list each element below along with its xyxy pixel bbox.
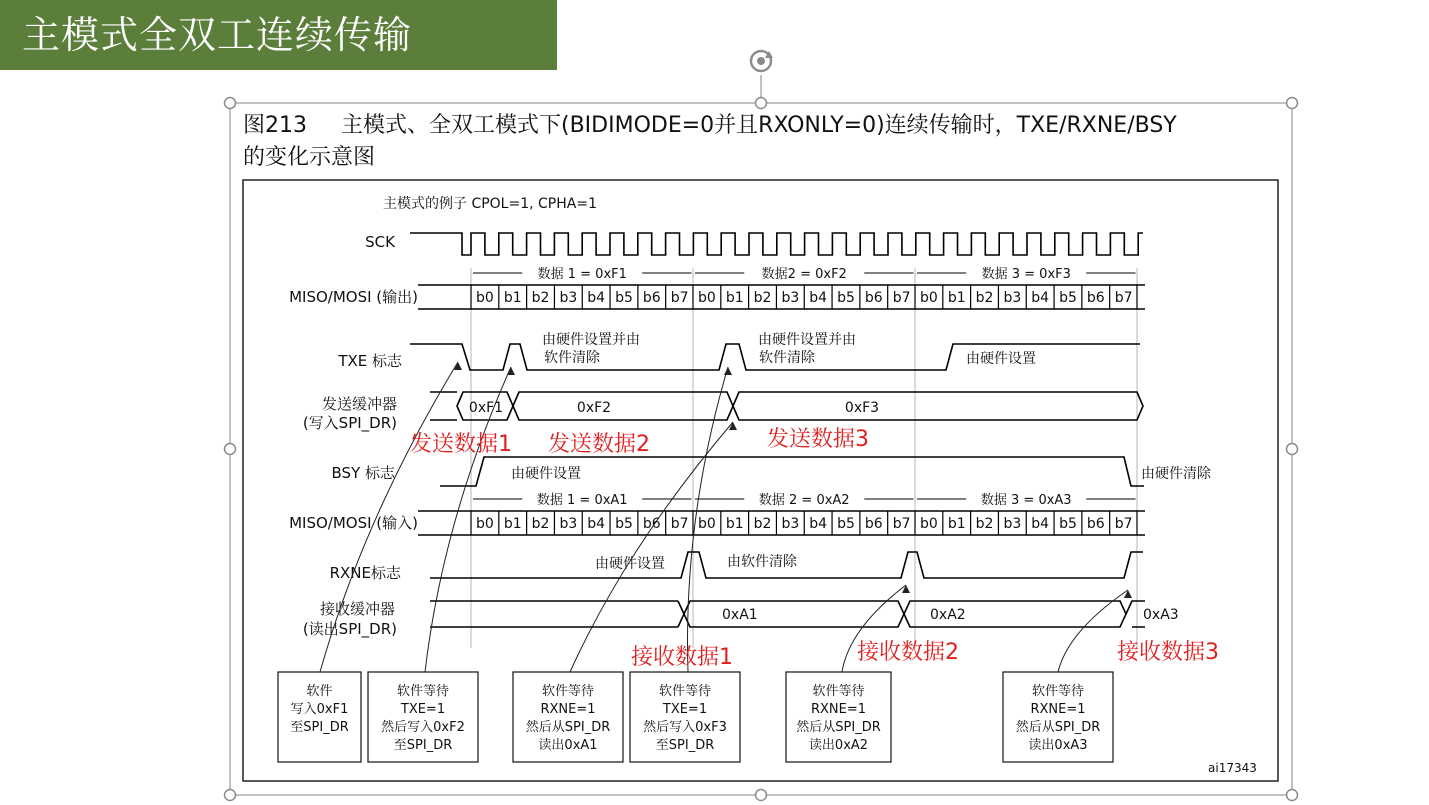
rx-bit-b7: b7 — [1114, 516, 1133, 532]
label-tx-buffer-1: 发送缓冲器 — [321, 395, 397, 413]
software-box-line: TXE=1 — [662, 702, 708, 717]
tx-bit-b3: b3 — [559, 290, 578, 306]
software-box-line: 然后从SPI_DR — [525, 720, 611, 735]
handle-middle-right[interactable] — [1287, 444, 1298, 455]
rx-bit-b6: b6 — [864, 516, 883, 532]
software-box-line: 软件等待 — [1031, 684, 1085, 699]
figure-id: ai17343 — [1208, 761, 1257, 775]
rx-bit-b7: b7 — [670, 516, 689, 532]
software-box-line: 至SPI_DR — [393, 738, 453, 753]
tx-bit-b4: b4 — [587, 290, 606, 306]
handle-top-left[interactable] — [225, 98, 236, 109]
label-miso-out: MISO/MOSI (输出) — [289, 288, 418, 306]
handle-top-center[interactable] — [756, 98, 767, 109]
tx-bit-b2: b2 — [531, 290, 550, 306]
software-box-line: RXNE=1 — [810, 702, 867, 717]
tx-bit-b2: b2 — [753, 290, 772, 306]
label-rxne: RXNE标志 — [329, 564, 401, 582]
software-arrow — [570, 422, 733, 672]
software-box-line: 软件等待 — [541, 684, 595, 699]
software-box-line: 至SPI_DR — [655, 738, 715, 753]
slide-title: 主模式全双工连续传输 — [0, 0, 557, 70]
sck-waveform — [410, 233, 1143, 255]
rx-bit-b5: b5 — [1059, 516, 1077, 532]
rx-bit-b0: b0 — [920, 516, 938, 532]
tx-bit-b6: b6 — [864, 290, 883, 306]
software-box-line: RXNE=1 — [1030, 702, 1086, 717]
rx-bit-b0: b0 — [476, 516, 494, 532]
software-box-line: 软件 — [306, 684, 333, 699]
software-box-line: 软件等待 — [396, 684, 450, 699]
rx-byte-label: 数据 3 = 0xA3 — [980, 493, 1072, 508]
label-tx-buffer-2: (写入SPI_DR) — [302, 414, 397, 432]
txe-note-set-clear-4: 软件清除 — [759, 350, 815, 366]
tx-bit-b0: b0 — [476, 290, 494, 306]
waveforms — [278, 233, 1219, 762]
tx-bit-b7: b7 — [892, 290, 911, 306]
tx-bit-b6: b6 — [642, 290, 661, 306]
label-rx-buffer-1: 接收缓冲器 — [319, 600, 395, 618]
software-box-line: 读出0xA2 — [808, 738, 869, 753]
handle-bottom-left[interactable] — [225, 790, 236, 801]
label-rx-buffer-2: (读出SPI_DR) — [302, 620, 397, 638]
tx-bit-b5: b5 — [1059, 290, 1077, 306]
rx-bit-b6: b6 — [642, 516, 661, 532]
rx-bit-b4: b4 — [1031, 516, 1050, 532]
rx-bit-b5: b5 — [837, 516, 855, 532]
recv-annotation-1: 接收数据1 — [631, 645, 733, 670]
mode-label: 主模式的例子 CPOL=1, CPHA=1 — [383, 196, 597, 212]
rxne-note-hw-set: 由硬件设置 — [595, 556, 665, 572]
tx-bit-b1: b1 — [503, 290, 522, 306]
recv-annotation-3: 接收数据3 — [1117, 640, 1219, 665]
rx-bit-b1: b1 — [725, 516, 744, 532]
tx-byte-label: 数据 1 = 0xF1 — [537, 267, 627, 282]
rx-bit-b7: b7 — [892, 516, 911, 532]
label-sck: SCK — [365, 233, 395, 251]
rx-bit-b4: b4 — [587, 516, 606, 532]
software-box-line: 然后写入0xF3 — [643, 720, 727, 735]
rx-bit-b5: b5 — [615, 516, 633, 532]
rx-buffer-value-3: 0xA3 — [1143, 607, 1179, 623]
handle-top-right[interactable] — [1287, 98, 1298, 109]
rx-bit-b3: b3 — [1003, 516, 1022, 532]
handle-bottom-center[interactable] — [756, 790, 767, 801]
software-box-line: 读出0xA3 — [1028, 738, 1088, 753]
software-arrowhead — [1124, 590, 1132, 598]
recv-annotation-2: 接收数据2 — [857, 640, 959, 665]
software-box-line: 然后写入0xF2 — [381, 720, 465, 735]
software-arrowhead — [724, 367, 732, 375]
software-box-line: 至SPI_DR — [290, 720, 349, 735]
tx-bit-b3: b3 — [1003, 290, 1022, 306]
tx-buffer-value-2: 0xF2 — [576, 400, 612, 416]
software-box-line: TXE=1 — [400, 702, 446, 717]
tx-bit-b0: b0 — [920, 290, 938, 306]
software-box-line: 然后从SPI_DR — [796, 720, 881, 735]
txe-note-set-clear-2: 软件清除 — [544, 350, 600, 366]
tx-buffer-segment — [733, 392, 1143, 420]
label-miso-in: MISO/MOSI (输入) — [289, 514, 418, 532]
handle-middle-left[interactable] — [225, 444, 236, 455]
software-box-line: 软件等待 — [658, 684, 712, 699]
tx-buffer-segment — [513, 392, 733, 420]
tx-bit-b4: b4 — [1031, 290, 1050, 306]
rx-bit-b2: b2 — [753, 516, 772, 532]
tx-bit-b5: b5 — [837, 290, 855, 306]
tx-byte-label: 数据 3 = 0xF3 — [981, 267, 1071, 282]
tx-bit-b2: b2 — [975, 290, 994, 306]
label-bsy: BSY 标志 — [331, 464, 395, 482]
rx-bit-b1: b1 — [947, 516, 966, 532]
software-box-line: 读出0xA1 — [538, 738, 598, 753]
rx-buffer-transition — [678, 601, 684, 627]
tx-bit-b7: b7 — [1114, 290, 1133, 306]
software-arrowhead — [902, 585, 910, 593]
tx-byte-label: 数据2 = 0xF2 — [761, 267, 847, 282]
bsy-note-hw-clear: 由硬件清除 — [1141, 466, 1211, 482]
send-annotation-3: 发送数据3 — [767, 427, 869, 452]
tx-bit-b1: b1 — [725, 290, 744, 306]
send-annotation-1: 发送数据1 — [410, 432, 512, 457]
software-box-line: RXNE=1 — [540, 702, 596, 717]
tx-bit-b7: b7 — [670, 290, 689, 306]
rx-bit-b0: b0 — [698, 516, 716, 532]
rotate-handle-icon[interactable] — [751, 51, 773, 71]
txe-note-hw-set: 由硬件设置 — [966, 351, 1036, 367]
software-box-line: 写入0xF1 — [290, 702, 349, 717]
software-box-line: 然后从SPI_DR — [1015, 720, 1101, 735]
rx-buffer-segment — [684, 601, 904, 627]
txe-note-set-clear-3: 由硬件设置并由 — [758, 332, 856, 348]
rx-bit-b4: b4 — [809, 516, 828, 532]
tx-buffer-value-1: 0xF1 — [468, 400, 504, 416]
figure-number: 图213 — [243, 113, 307, 138]
rx-bit-b2: b2 — [975, 516, 994, 532]
rxne-note-sw-clear: 由软件清除 — [727, 554, 797, 570]
tx-buffer-value-3: 0xF3 — [844, 400, 880, 416]
label-txe: TXE 标志 — [338, 352, 402, 370]
software-arrowhead — [507, 367, 515, 375]
tx-bit-b6: b6 — [1086, 290, 1105, 306]
rx-bit-b2: b2 — [531, 516, 550, 532]
rx-bit-b1: b1 — [503, 516, 522, 532]
caption-line-2: 的变化示意图 — [243, 145, 376, 170]
tx-bit-b5: b5 — [615, 290, 633, 306]
tx-bit-b1: b1 — [947, 290, 966, 306]
rx-buffer-value-1: 0xA1 — [722, 607, 758, 623]
rx-bit-b6: b6 — [1086, 516, 1105, 532]
rx-byte-label: 数据 2 = 0xA2 — [758, 493, 850, 508]
tx-bit-b4: b4 — [809, 290, 828, 306]
tx-bit-b3: b3 — [781, 290, 800, 306]
rx-bit-b3: b3 — [781, 516, 800, 532]
software-box-line: 软件等待 — [812, 684, 865, 699]
rx-bit-b3: b3 — [559, 516, 578, 532]
bsy-note-hw-set: 由硬件设置 — [511, 466, 581, 482]
handle-bottom-right[interactable] — [1287, 790, 1298, 801]
send-annotation-2: 发送数据2 — [548, 432, 650, 457]
txe-note-set-clear-1: 由硬件设置并由 — [542, 332, 640, 348]
caption-line-1: 主模式、全双工模式下(BIDIMODE=0并且RXONLY=0)连续传输时，TXE/RXNE/BSY — [341, 113, 1177, 138]
tx-bit-b0: b0 — [698, 290, 716, 306]
rx-byte-label: 数据 1 = 0xA1 — [536, 493, 628, 508]
rx-buffer-value-2: 0xA2 — [930, 607, 966, 623]
